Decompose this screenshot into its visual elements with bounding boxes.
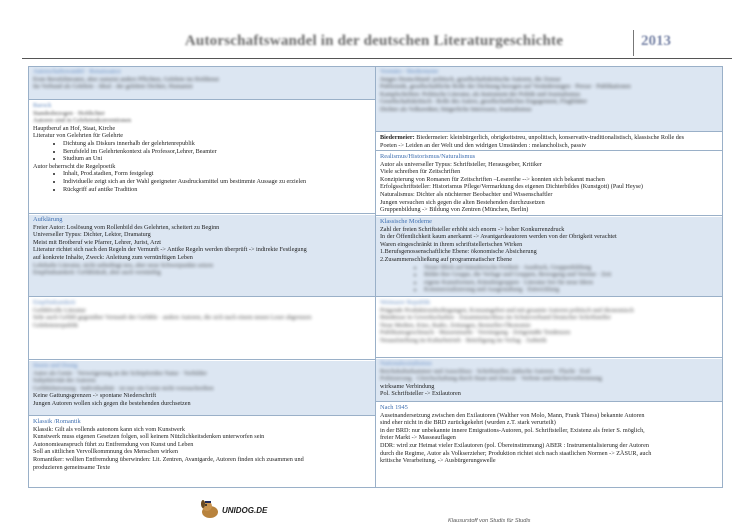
aufklaerung-line: auf konkrete Inhalte, Zweck: Anleitung zum vernünftigen Leben (33, 253, 193, 261)
year-label: 2013 (641, 33, 671, 49)
bullet-item: • Berufsfeld im Gelehrtenkontext als Professor,Lehrer, Beamter (63, 148, 371, 156)
klassik-line: produzieren gemeinsame Texte (33, 463, 111, 471)
cell-sturm-und-drang: Sturm und Drang Autor als Genie · Verweigerung an der Schöpferidee Natur · Vorbilder Subjektivität der Autoren Gefühlsbetonung · Individualität · ist nur ein Genie nicht vorzuschreiben Keine Gattungsgrenzen -> spontane Niederschrift Jungen Autoren wollen sich gegen die bestehenden durchsetzen (29, 361, 375, 416)
epoch-table (28, 66, 723, 488)
nach1945-line: freier Markt -> Masseauflagen (380, 434, 456, 442)
moderne-line: Waren eingeschränkt in ihrem schriftstellerischen Wirken (380, 240, 523, 248)
barock-line-2: Literatur von Gelehrten für Gelehrte (33, 132, 124, 140)
cell-klassik-romantik (29, 417, 375, 487)
realismus-line: Gruppenbildung -> Bildung von Zentren (München, Berlin) (380, 206, 529, 214)
left-column (29, 67, 376, 487)
barock-bullets-1 (33, 140, 371, 163)
realismus-line: Autor als universeller Typus: Schriftsteller, Herausgeber, Kritiker (380, 160, 542, 168)
moderne-line: Zahl der freien Schriftsteller erhöht sich enorm -> hoher Konkurrenzdruck (380, 225, 565, 233)
title-underline (22, 58, 732, 59)
ns-line: Pol. Schriftsteller -> Exilautoren (380, 390, 461, 398)
cell-aufklaerung: Aufklärung Freier Autor: Loslösung vom Rollenbild des Gelehrten, scheitert zu Beginn Universeller Typus: Dichter, Lektor, Dramaturg Meist mit Brotberuf wie Pfarrer, Lehrer, Jurist, Arzt Literatur richtet sich nach den Regeln der Vernunft -> Antike Regeln werden überprüft -> indirekte Festlegung auf konkrete Inhalte, Zweck: Anleitung zum vernünftigen Leben Lehrhafte Literatur, nicht unbedingt neu, aber neue Schwerpunkte setzen Empfindsamkeit: Gefühlskult, aber auch vernünftig (29, 215, 375, 297)
klassik-line: Romantiker: wollten Entfremdung überwinden: Lit. Zentren, Avantgarde, Autoren finden sich zusammen und (33, 455, 304, 463)
nach1945-line: durch die Regime, Autor als Volkserzieher; Produktion richtet sich nach staatlichen Normen -> ZÄSUR, auch (380, 449, 652, 457)
biedermeier-line: Poeten -> Leiden an der Welt und den widrigen Umständen : melancholisch, passiv (380, 141, 587, 149)
sturm-line: Jungen Autoren wollen sich gegen die bestehenden durchsetzen (33, 399, 191, 407)
cell-biedermeier (376, 133, 722, 151)
bullet-item: • Inhalt, Prod.stadien, Form festgelegt (63, 170, 371, 178)
nach1945-header: Nach 1945 (380, 404, 408, 411)
cell-weimarer-republik: Weimarer Republik Prägende Produktionsbedingungen, Konsumgebot und mit gesamte Autoren politisch und ökonomisch Bündnisse in Gewerkschaften · Zusammenschluss im Schutzverband Deutscher Schriftsteller Neue Medien, Kino, Radio, Zeitungen, Bestseller-Ökonomie Publikumsgeschmack · Massenmarkt · Vereinigung · Zeitgemäße Tendenzen Neuaufstellung im Kulturbetrieb · Beteiligung im Verlag · Ästhetik (376, 298, 722, 358)
klassik-header: Klassik /Romantik (33, 418, 81, 425)
right-column (376, 67, 722, 487)
barock-line-1: Hauptberuf an Hof, Staat, Kirche (33, 124, 116, 132)
cell-intro-left: Autorschaftswandel · Renaissance Erste Berufsliteraten, aber zumeist andere Pflichten, Gelehrte im Hofdienst Im Verbund als Gelehrte - Ideal - der gelehrte Dichter, Humanist (29, 67, 375, 100)
realismus-line: Erfolgsschriftsteller: Historismus Pflege/Vermarktung des eigenen Dichterbildes (Kunstgott) (Paul Heyse) (380, 183, 643, 191)
moderne-line: 2.Zusammenschließung auf programmatischer Ebene (380, 255, 512, 263)
bullet-item: • Individuelle zeigt sich an der Wahl geeigneter Ausdrucksmittel um bestimmte Aussage zu erzielen (63, 178, 371, 186)
nach1945-line: kritische Verarbeitung, -> Ausbürgerungswelle (380, 457, 496, 465)
biedermeier-line: Biedermeier: Biedermeier: kleinbürgerlich, obrigkeitstreu, unpolitisch, konservativ-traditionalistisch, klassische Rolle des (380, 134, 685, 141)
cell-barock: Barock Standesbezogen · Hofdichter Autoren sind in Gelehrtenkonventionen Hauptberuf an Hof, Staat, Kirche Literatur von Gelehrten für Gelehrte • Dichtung als Diskurs innerhalb der gelehrtenrepublik • Berufsfeld im Gelehrtenkontext als Professor,Lehrer, Beamter • Studium an Uni Autor beherrscht die Regelpoetik • Inhalt, Prod.stadien, Form festgelegt • Individuelle zeigt sich an der Wahl geeigneter Ausdrucksmittel um bestimmte Aussage zu erzielen • Rückgriff auf antike Tradition (29, 101, 375, 214)
moderne-line: In der Öffentlichkeit kaum anerkannt -> Avantgardeautoren werden von der Obrigkeit verachtet (380, 233, 617, 241)
bullet-item: • Studium an Uni (63, 155, 371, 163)
aufklaerung-line: Literatur richtet sich nach den Regeln der Vernunft -> Antike Regeln werden überprüft -> indirekte Festlegung (33, 246, 307, 254)
dog-icon (198, 498, 222, 520)
sturm-line: Keine Gattungsgrenzen -> spontane Niederschrift (33, 392, 157, 400)
realismus-line: Konzipierung von Romanen für Zeitschriften –Lesereihe --> konnten sich bekannt machen (380, 175, 605, 183)
logo-text[interactable]: UNIDOG.DE (222, 506, 268, 515)
bullet-item: • Rückgriff auf antike Tradition (63, 186, 371, 194)
cell-vormaerz: Vormärz / Biedermeier Junges Deutschland: politisch, gesellschaftskritische Autoren, die Zensur Publizistik, gesellschaftliche Rolle der Dichtung bezogen auf Veränderungen · Presse · Publikationen Kampfschriften: Politische Literatur, als Instrument der Politik und Journalismus Gesellschaftskritisch : Rolle des Autors, gesellschaftliches Engagement, Flugblätter Dichter als Volksredner, bürgerliche Interessen, Journalismus (376, 67, 722, 132)
aufklaerung-line: Meist mit Brotberuf wie Pfarrer, Lehrer, Jurist, Arzt (33, 238, 162, 246)
klassik-line: Autonomieanspruch führt zu Entfremdung von Kunst und Leben (33, 440, 194, 448)
aufklaerung-line: Universeller Typus: Dichter, Lektor, Dramaturg (33, 231, 151, 239)
document-title: Autorschaftswandel in der deutschen Literaturgeschichte (184, 33, 564, 49)
nach1945-line: in der BRD: nur unbekannte innere Emigrations-Autoren, pol. Schriftsteller, Existenz als freier S. möglich, (380, 426, 645, 434)
aufklaerung-line: Freier Autor: Loslösung vom Rollenbild des Gelehrten, scheitert zu Beginn (33, 223, 220, 231)
realismus-line: Jungen versuchen sich gegen die alten Bestehenden durchzusetzen (380, 198, 545, 206)
cell-nach-1945 (376, 403, 722, 487)
klassik-line: Klassik: Gilt als vollends autonom kann sich vom Kunstwerk (33, 425, 185, 433)
cell-nationalsozialismus: Nationalsozialismus Reichskulturkammer und Ausschluss · Schriftsteller, jüdische Autoren · Flucht · Exil Politisierung · Gleichschaltung durch Staat und Zensur · Verbote und Bücherverbrennung wirksame Verbindung Pol. Schriftsteller -> Exilautoren (376, 359, 722, 402)
realismus-line: Viele schreiben für Zeitschriften (380, 168, 461, 176)
footer-text: Klausurstoff von Studis für Studis (448, 518, 531, 524)
nach1945-line: DDR: wird zur Heimat vieler Exilautoren (pol. Übereinstimmung) ABER : Instrumentalisierung der Autoren (380, 441, 649, 449)
moderne-header: Klassische Moderne (380, 218, 432, 225)
nach1945-line: sind eher nicht in die BRD zurückgekehrt (wurden z.T. stark verurteilt) (380, 419, 556, 427)
cell-realismus (376, 152, 722, 216)
barock-line-3: Autor beherrscht die Regelpoetik (33, 162, 116, 170)
aufklaerung-header: Aufklärung (33, 216, 63, 223)
nach1945-line: Auseinandersetzung zwischen den Exilautoren (Walther von Molo, Mann, Frank Thiess) bekannte Autoren (380, 411, 645, 419)
realismus-line: Naturalismus: Dichter als nüchterner Beobachter und Wissenschaftler (380, 190, 553, 198)
klassik-line: Soll an sittlichen Vervollkommnung des Menschen wirken (33, 448, 178, 456)
realismus-header: Realismus/Historismus/Naturalismus (380, 153, 476, 160)
cell-klassische-moderne: Klassische Moderne Zahl der freien Schriftsteller erhöht sich enorm -> hoher Konkurrenzdruck In der Öffentlichkeit kaum anerkannt -> Avantgardeautoren werden von der Obrigkeit verachtet Waren eingeschränkt in ihrem schriftstellerischen Wirken 1.Berufsgenossenschaftliche Ebene: ökonomische Absicherung 2.Zusammenschließung auf programmatischer Ebene • Neuer Blick auf künstlerische Freiheit · Ausdruck, Gruppenbildung • Bildet ihre Gruppe, die Verlage und Gruppen, Bewegung und Vereine · Zeit • eigene Kunstformen, Künstlergruppen · Literatur frei für neue Ideen • Kommerzialisierung und Ausgestaltung · Entwicklung (376, 217, 722, 297)
klassik-line: Kunstwerk muss eigenen Gesetzen folgen, soll keinem Nützlichkeitsdenken unterworfen sein (33, 433, 265, 441)
ns-line: wirksame Verbindung (380, 382, 435, 390)
cell-empfindsamkeit: Empfindsamkeit Gefühlvolle Literatur Sehr auch Gefühl gegenüber Vernunft der Gefühle · andere Autoren, die sich nach einem neuen Leser abgrenzen Gelehrtenrepublik (29, 298, 375, 360)
barock-bullets-2 (33, 170, 371, 193)
title-separator (633, 30, 634, 56)
moderne-line: 1.Berufsgenossenschaftliche Ebene: ökonomische Absicherung (380, 248, 537, 256)
bullet-item: • Dichtung als Diskurs innerhalb der gelehrtenrepublik (63, 140, 371, 148)
